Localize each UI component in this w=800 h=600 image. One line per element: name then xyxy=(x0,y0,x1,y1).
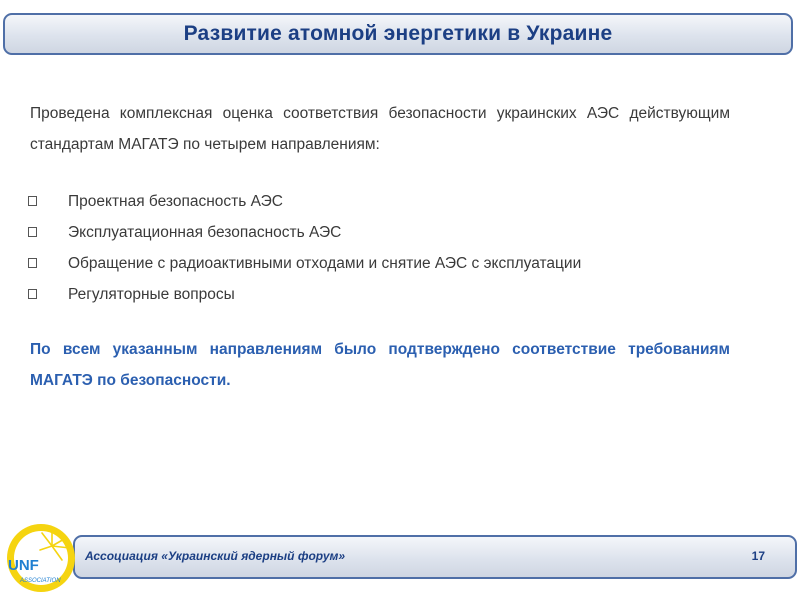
logo-arc-text: ASSOCIATION xyxy=(20,578,61,584)
footer-bar xyxy=(73,535,797,579)
list-item xyxy=(28,279,730,310)
list-item xyxy=(28,217,730,248)
title-bar xyxy=(3,13,793,55)
list-item-text: Регуляторные вопросы xyxy=(68,286,235,303)
square-bullet-icon xyxy=(28,196,37,206)
list-item xyxy=(28,186,730,217)
footer-organization: Ассоциация «Украинский ядерный форум» xyxy=(85,549,346,563)
bullet-list xyxy=(28,186,730,310)
list-item-text: Обращение с радиоактивными отходами и снятие АЭС с эксплуатации xyxy=(68,255,582,272)
page-number: 17 xyxy=(751,549,765,563)
square-bullet-icon xyxy=(28,258,37,268)
conclusion-paragraph: По всем указанным направлениям было подтверждено соответствие требованиям МАГАТЭ по безопасности. xyxy=(30,341,730,389)
list-item-text: Проектная безопасность АЭС xyxy=(68,193,283,210)
square-bullet-icon xyxy=(28,227,37,237)
list-item-text: Эксплуатационная безопасность АЭС xyxy=(68,224,342,241)
list-item xyxy=(28,248,730,279)
logo-text: UNF xyxy=(8,557,39,574)
slide-content xyxy=(30,98,730,396)
unf-logo xyxy=(2,520,80,592)
square-bullet-icon xyxy=(28,289,37,299)
page-title: Развитие атомной энергетики в Украине xyxy=(183,22,613,45)
intro-paragraph: Проведена комплексная оценка соответствия безопасности украинских АЭС действующим стандартам МАГАТЭ по четырем направлениям: xyxy=(30,105,730,153)
